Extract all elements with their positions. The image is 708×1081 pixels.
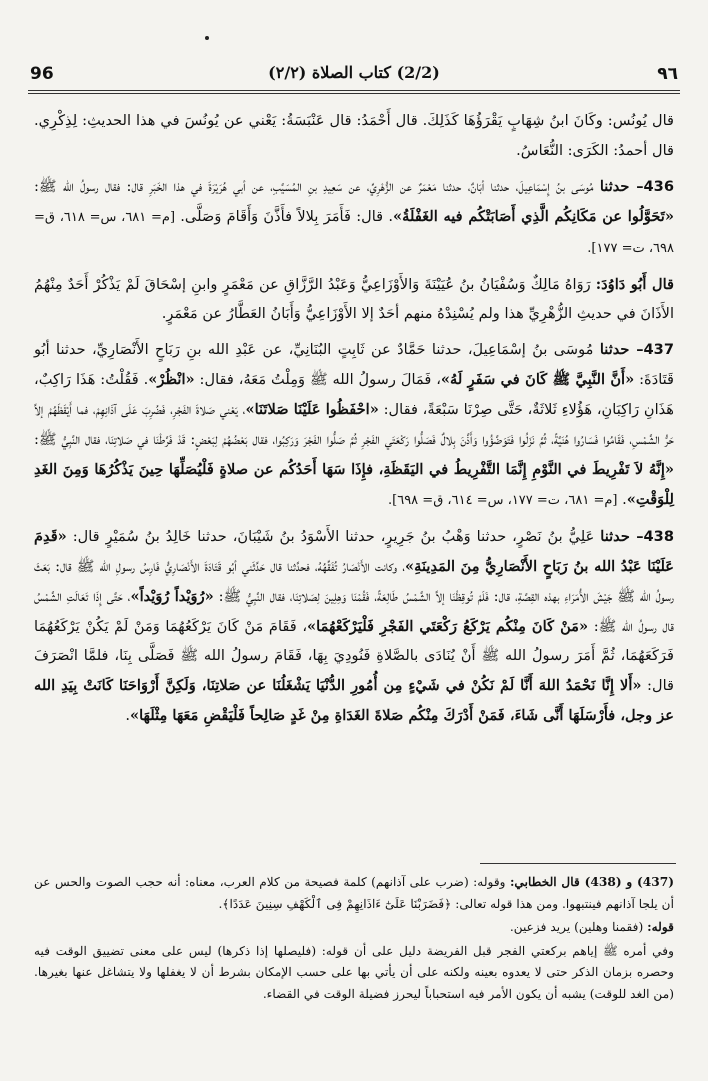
prophetic-quote: «أَنَّ النَّبِيَّ ﷺ كَانَ في سَفَرٍ لَهُ»	[440, 371, 635, 389]
hadith-text: ، فَمَالَ رسولُ الله ﷺ وَمِلْتُ مَعَهُ، فقال:	[194, 371, 441, 389]
footnote-rule	[480, 863, 676, 864]
hadith-text: ، فَقَامَ مَنْ كَانَ يَرْكَعُهُمَا وَمَنْ لَمْ يَكُنْ يَرْكَعُهُمَا فَرَكَعَهُمَا، ثُمَّ أَمَرَ رسولُ الله ﷺ أَنْ يُنَادَى بالصَّلاةِ فَنُودِيَ بِهَا، فَقَامَ رسولُ الله ﷺ فَصَلَّى بِنَا، فلمَّا انْصَرَفَ قال:	[34, 617, 674, 695]
hadith-436	[34, 172, 674, 264]
footnotes	[34, 872, 674, 1007]
hadith-opening: – حدثنا	[600, 527, 644, 545]
hadith-text: .	[125, 707, 130, 725]
footnote-label: قوله:	[647, 920, 674, 934]
cross-reference: [م= ٦٨١، س= ٦١٨، ق= ٦٩٨، ت= ١٧٧].	[34, 209, 674, 256]
header-rule	[28, 90, 680, 91]
footnote-label: (437) و (438) قال الخطابي:	[509, 875, 674, 889]
hadith-number: 438	[643, 527, 674, 545]
hadith-text: ، حَتَّى إِذَا تَعَالَتِ الشَّمْسُ قال رسولُ الله ﷺ:	[34, 587, 674, 635]
footnote-ruling: وفي أمره ﷺ إياهم بركعتي الفجر قبل الفريضة دليل على أن قوله: (فليصلها إذا ذكرها) ليس على معنى تضييق الوقت فيه وحصره بزمان الذكر حتى لا يعدوه بعينه ولكنه على أن يأتي بها على حسب الإمكان بشرط أن لا يغفلها ولا يتشاغل عنها بغيرها. (من الغد للوقت) يشبه أن يكون الأمر فيه استحباباً ليحرز فضيلة الوقت في القضاء.	[34, 943, 674, 1001]
footnote-wahilin	[34, 917, 674, 939]
abu-dawud-note	[34, 270, 674, 330]
print-speck	[205, 36, 209, 40]
hadith-text: . فَقُلْتُ: هَذَا رَاكِبٌ، هَذَانِ رَاكِبَانِ، هَؤُلاءِ ثَلاثَةٌ، حَتَّى صِرْنَا سَبْعَةً، فقال:	[34, 371, 674, 419]
main-text	[34, 106, 674, 737]
page-number-arabic: ٩٦	[657, 64, 678, 84]
hadith-438	[34, 522, 674, 731]
intro-paragraph: قال يُونُس: وكَانَ ابنُ شِهَابٍ يَقْرَؤُهَا كَذَلِكَ. قال أَحْمَدُ: قال عَنْبَسَةُ: يَعْني عن يُونُسَ في هذا الحديثِ: لِذِكْرِي. قال أحمدُ: الكَرَى: النُّعَاسُ.	[34, 112, 674, 159]
running-title: (2/2) كتاب الصلاة (٢/٢)	[268, 63, 440, 82]
footnote-text: وقوله: (ضرب على آذانهم) كلمة فصيحة من كلام العرب، معناه: أنه حجب الصوت والحس عن أن يلجا آذانهم فينتبهوا. ومن هذا قوله تعالى: ﴿فَضَرَبْنَا عَلَىٰٓ ءَاذَانِهِمْ فِى ٱلْكَهْفِ سِنِينَ عَدَدًا﴾.	[34, 875, 674, 911]
prophetic-quote: «احْفَظُوا عَلَيْنَا صَلاتَنَا»	[245, 401, 379, 419]
footnote-text: (فقمنا وهلين) يريد فزعين.	[509, 920, 648, 934]
header-rule-second	[28, 93, 680, 94]
hadith-opening: – حدثنا	[599, 177, 644, 195]
hadith-number: 436	[643, 177, 674, 195]
note-text: رَوَاهُ مَالِكٌ وَسُفْيَانُ بنُ عُيَيْنَةَ وَالأَوْزَاعِيُّ وَعَبْدُ الرَّزَّاقِ عن مَعْمَرٍ وابنِ إسْحَاقَ لَمْ يَذْكُرْ أَحَدٌ مِنْهُمُ الأَذَانَ في حديثِ الزُّهْرِيِّ هذا ولم يُسْنِدْهُ منهم أحَدٌ إلا الأَوْزَاعِيُّ وَأَبَانُ العَطَّارُ عن مَعْمَرٍ.	[34, 275, 674, 323]
page-number-latin: 96	[30, 64, 54, 84]
hadith-text: مُوسَى بنُ إسْمَاعِيلَ، حدثنا حَمَّادٌ عن ثَابِتٍ البُنَانِيِّ، عن عَبْدِ الله بنِ رَبَاحٍ الأَنْصَارِيِّ، حدثنا أبُو قَتَادَةَ:	[34, 341, 675, 389]
hadith-opening: – حدثنا	[599, 341, 644, 359]
hadith-text: ، يَعْني صَلاةَ الفَجْرِ، فَضُرِبَ عَلَى آذَانِهِمْ، فما أَيْقَظَهُمْ إلاَّ حَرُّ الشَّمْسِ، فَقَامُوا فَسَارُوا هُنَيَّةً، ثُمَّ نَزَلُوا فَتَوَضَّؤُوا وَأَذَّنَ بِلالٌ فَصَلُّوا رَكْعَتَي الفَجْرِ ثُمَّ صَلُّوا الفَجْرَ وَرَكِبُوا، فقال بَعْضُهُمْ لِبَعْضٍ: قَدْ فَرَّطْنَا في صَلاتِنَا، فقال النَّبِيُّ ﷺ:	[34, 401, 674, 449]
prophetic-quote: «انْظُرْ»	[148, 371, 195, 389]
hadith-text: عَلِيُّ بنُ نَصْرٍ، حدثنا وَهْبُ بنُ جَرِيرٍ، حدثنا الأَسْوَدُ بنُ شَيْبَانَ، حدثنا خَالِدُ بنُ سُمَيْرٍ قال:	[66, 527, 601, 545]
hadith-text: مُوسَى بنُ إِسْمَاعِيلَ، حدثنا أبَانٌ، حدثنا مَعْمَرٌ عن الزُّهْرِيِّ، عن سَعِيدِ بنِ المُسَيَّبِ، عن أبي هُرَيْرَةَ في هذا الخَبَرِ قال: فقال رسولُ الله ﷺ:	[34, 177, 600, 195]
prophetic-quote: «أَلا إِنَّا نَحْمَدُ اللهَ أَنَّا لَمْ نَكُنْ في شَيْءٍ مِن أُمُورِ الدُّنْيَا يَشْغَلُنَا عن صَلاتِنَا، وَلَكِنَّ أَرْوَاحَنَا كَانَتْ بِيَدِ الله عز وجل، فأَرْسَلَهَا أَنَّى شَاءَ، فَمَنْ أَدْرَكَ مِنْكُم صَلاةَ الغَدَاةِ مِنْ غَدٍ صَالِحاً فَلْيَقْضِ مَعَهَا مِثْلَهَا»	[34, 677, 674, 725]
cross-reference: [م= ٦٨١، ت= ١٧٧، س= ٦١٤، ق= ٦٩٨].	[388, 492, 618, 508]
prophetic-quote: «مَنْ كَانَ مِنْكُم يَرْكَعُ رَكْعَتَي الفَجْرِ فَلْيَرْكَعْهُمَا»	[307, 617, 589, 635]
hadith-text: .	[617, 490, 627, 508]
hadith-number: 437	[643, 341, 674, 359]
prophetic-quote: «قَدِمَ عَلَيْنَا عَبْدُ الله بنُ رَبَاحٍ الأَنْصَارِيُّ مِنَ المَدِينَةِ»	[34, 527, 674, 575]
prophetic-quote: «إِنَّهُ لاَ تَفْرِيطَ في النَّوْمِ إِنَّمَا التَّفْرِيطُ في اليَقَظَةِ، فإِذَا سَهَا أَحَدُكُم عن صلاةٍ فَلْيُصَلِّهَا حِينَ يَذْكُرُهَا وَمِنَ الغَدِ لِلْوَقْتِ»	[34, 460, 674, 508]
prophetic-quote: «تَحَوَّلُوا عن مَكَانِكُم الَّذِي أَصَابَتْكُم فيه الغَفْلَةُ»	[393, 207, 674, 225]
note-label: قال أَبُو دَاوُدَ:	[595, 275, 674, 293]
hadith-text: . قال: فَأَمَرَ بِلالاً فأَذَّنَ وَأَقَامَ وَصَلَّى.	[175, 207, 394, 225]
hadith-437	[34, 335, 674, 515]
hadith-text: ، وكانت الأَنْصَارُ تُفَقِّهُهُ، فحدَّثنا قال حَدَّثَني أبُو قَتَادَةَ الأَنْصَارِيُّ فَارِسُ رسولِ الله ﷺ قال: بَعَثَ رسولُ الله ﷺ جَيْشَ الأُمَرَاءِ بهذه القِصَّةِ، قال: فَلَمْ تُوقِظْنَا إلاَّ الشَّمْسُ طَالِعَةً، فَقُمْنَا وَهِلِينَ لِصَلاتِنَا، فقال النَّبِيُّ ﷺ:	[34, 557, 674, 605]
prophetic-quote: «رُوَيْداً رُوَيْداً»	[130, 587, 214, 605]
footnote-khattabi	[34, 872, 674, 915]
